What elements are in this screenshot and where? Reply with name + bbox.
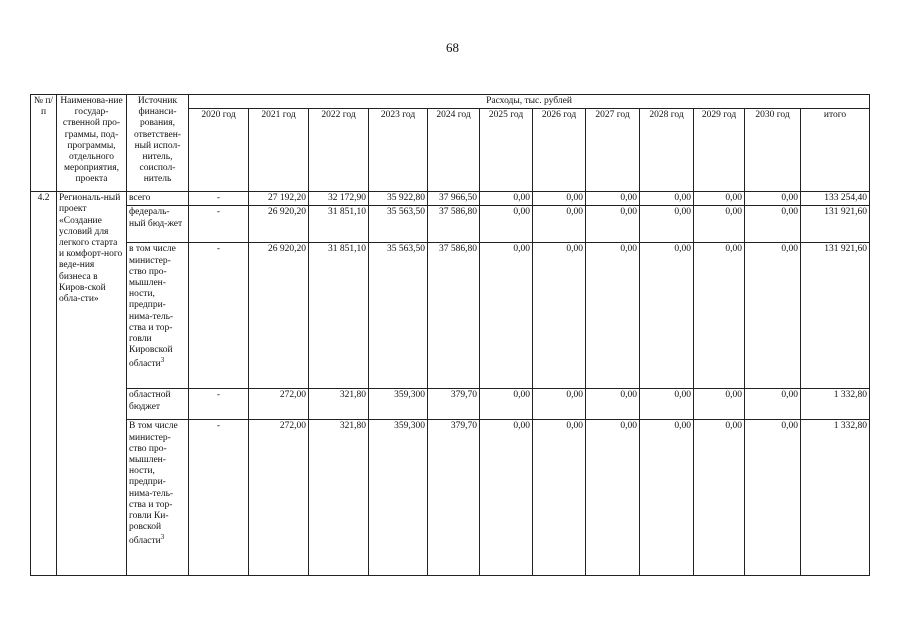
year-header: 2026 год — [533, 109, 586, 192]
total-cell: 131 921,60 — [801, 206, 870, 243]
value-cell: 26 920,20 — [249, 206, 309, 243]
value-cell: 0,00 — [640, 389, 694, 420]
value-cell: 0,00 — [533, 206, 586, 243]
value-cell: 0,00 — [480, 192, 533, 206]
value-cell: 27 192,20 — [249, 192, 309, 206]
value-cell: 0,00 — [694, 389, 745, 420]
value-cell: 0,00 — [480, 243, 533, 389]
year-header: 2028 год — [640, 109, 694, 192]
value-cell: 272,00 — [249, 389, 309, 420]
header-row-1 — [31, 95, 870, 109]
value-cell: 0,00 — [694, 192, 745, 206]
value-cell: 35 563,50 — [369, 243, 428, 389]
total-cell: 1 332,80 — [801, 389, 870, 420]
table-row — [31, 389, 870, 420]
value-cell: 0,00 — [640, 420, 694, 576]
header-expenses: Расходы, тыс. рублей — [189, 95, 870, 109]
value-cell: 0,00 — [586, 420, 640, 576]
header-name: Наименова-ние государ-ственной про-граммы, под-программы, отдельного мероприятия, проекта — [57, 95, 127, 192]
value-cell: 0,00 — [745, 389, 801, 420]
value-cell: 0,00 — [745, 206, 801, 243]
value-cell: 31 851,10 — [309, 243, 369, 389]
value-cell: 31 851,10 — [309, 206, 369, 243]
value-cell: 37 586,80 — [428, 206, 480, 243]
value-cell: 35 563,50 — [369, 206, 428, 243]
footnote-marker: 3 — [160, 356, 165, 365]
value-cell: 26 920,20 — [249, 243, 309, 389]
value-cell: 0,00 — [533, 243, 586, 389]
value-cell: 379,70 — [428, 420, 480, 576]
value-cell: 0,00 — [586, 192, 640, 206]
funding-source-text: областной бюджет — [129, 390, 171, 412]
year-header: 2027 год — [586, 109, 640, 192]
value-cell: 0,00 — [745, 243, 801, 389]
value-cell: 359,300 — [369, 420, 428, 576]
year-header: 2021 год — [249, 109, 309, 192]
value-cell: 0,00 — [640, 206, 694, 243]
value-cell: 321,80 — [309, 420, 369, 576]
year-header: 2023 год — [369, 109, 428, 192]
funding-source — [127, 243, 189, 389]
value-cell: 0,00 — [480, 389, 533, 420]
table-row — [31, 420, 870, 576]
value-cell: - — [189, 192, 249, 206]
table-row — [31, 206, 870, 243]
value-cell: 37 966,50 — [428, 192, 480, 206]
total-cell: 131 921,60 — [801, 243, 870, 389]
budget-table — [30, 94, 870, 576]
funding-source — [127, 389, 189, 420]
value-cell: 0,00 — [533, 420, 586, 576]
value-cell: 0,00 — [694, 206, 745, 243]
year-header: 2029 год — [694, 109, 745, 192]
footnote-marker: 3 — [160, 533, 165, 542]
funding-source — [127, 192, 189, 206]
value-cell: 0,00 — [586, 389, 640, 420]
value-cell: 0,00 — [533, 389, 586, 420]
value-cell: - — [189, 389, 249, 420]
value-cell: 0,00 — [480, 206, 533, 243]
funding-source-text: В том числе министер-ство про-мышлен-ности, предпри-нима-тель-ства и тор-говли Ки-ровской области — [129, 421, 178, 547]
value-cell: - — [189, 206, 249, 243]
value-cell: 0,00 — [586, 206, 640, 243]
value-cell: 0,00 — [694, 420, 745, 576]
value-cell: 32 172,90 — [309, 192, 369, 206]
table-row — [31, 243, 870, 389]
funding-source — [127, 206, 189, 243]
year-header: 2025 год — [480, 109, 533, 192]
funding-source-text: федераль-ный бюд-жет — [129, 207, 183, 229]
value-cell: 272,00 — [249, 420, 309, 576]
funding-source-text: в том числе министер-ство про-мышлен-ности, предпри-нима-тель-ства и тор-говли Кировской области — [129, 244, 176, 370]
funding-source — [127, 420, 189, 576]
value-cell: 0,00 — [745, 192, 801, 206]
project-name: Региональ-ный проект «Создание условий для легкого старта и комфорт-ного веде-ния бизнеса в Киров-ской обла-сти» — [57, 192, 127, 576]
total-cell: 133 254,40 — [801, 192, 870, 206]
header-number: № п/п — [31, 95, 57, 192]
year-header: 2030 год — [745, 109, 801, 192]
value-cell: 0,00 — [586, 243, 640, 389]
page-number: 68 — [446, 40, 459, 55]
value-cell: 359,300 — [369, 389, 428, 420]
row-number: 4.2 — [31, 192, 57, 576]
value-cell: 0,00 — [480, 420, 533, 576]
value-cell: 0,00 — [745, 420, 801, 576]
value-cell: 0,00 — [640, 192, 694, 206]
table-row — [31, 192, 870, 206]
value-cell: 0,00 — [694, 243, 745, 389]
value-cell: - — [189, 420, 249, 576]
value-cell: 321,80 — [309, 389, 369, 420]
value-cell: 0,00 — [533, 192, 586, 206]
funding-source-text: всего — [129, 193, 151, 204]
year-header: итого — [801, 109, 870, 192]
year-header: 2022 год — [309, 109, 369, 192]
total-cell: 1 332,80 — [801, 420, 870, 576]
year-header: 2020 год — [189, 109, 249, 192]
value-cell: 37 586,80 — [428, 243, 480, 389]
value-cell: - — [189, 243, 249, 389]
value-cell: 379,70 — [428, 389, 480, 420]
value-cell: 35 922,80 — [369, 192, 428, 206]
year-header: 2024 год — [428, 109, 480, 192]
header-source: Источник финанси-рования, ответствен-ный испол-нитель, соиспол-нитель — [127, 95, 189, 192]
value-cell: 0,00 — [640, 243, 694, 389]
